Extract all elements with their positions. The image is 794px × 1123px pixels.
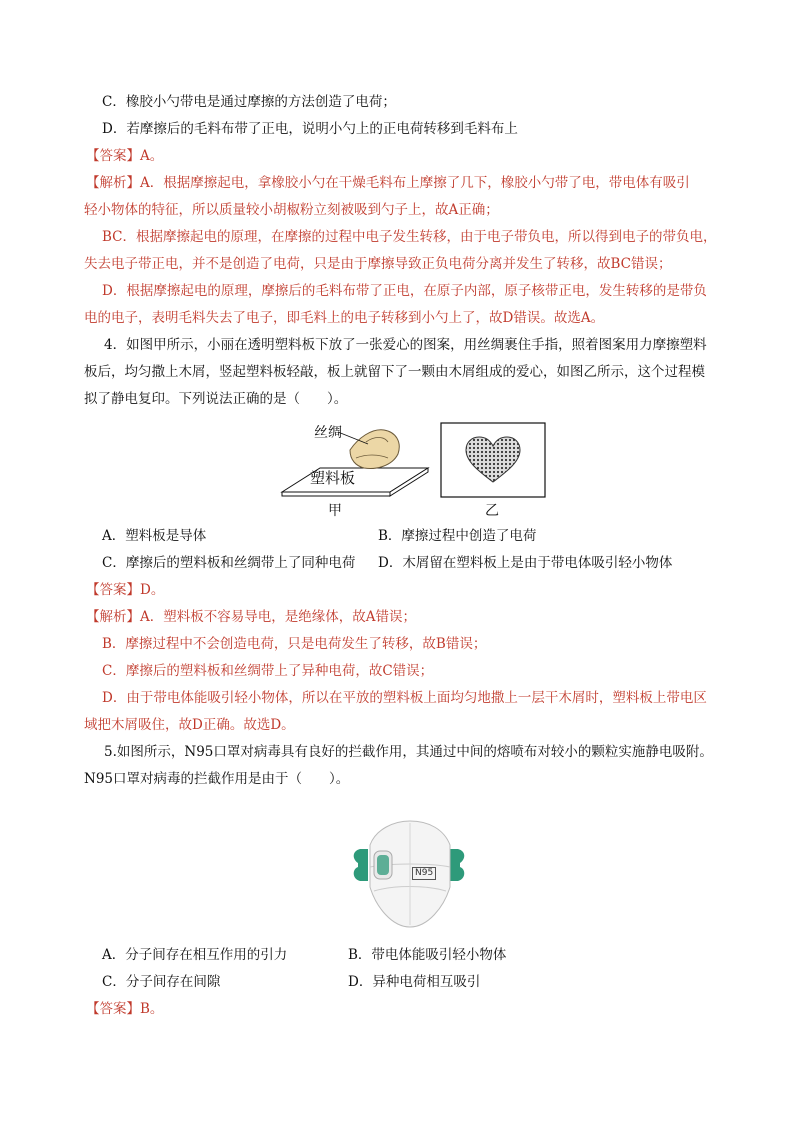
q3-analysis-3a: D．根据摩擦起电的原理，摩擦后的毛料布带了正电，在原子内部，原子核带正电，发生转移的是带负	[102, 283, 707, 299]
q3-analysis-2a: BC．根据摩擦起电的原理，在摩擦的过程中电子发生转移，由于电子带负电，所以得到电子的带负电，	[102, 229, 717, 245]
q3-answer: 【答案】A。	[86, 148, 164, 164]
q4-option-c: C．摩擦后的塑料板和丝绸带上了同种电荷	[102, 555, 356, 571]
q4-analysis-2: B．摩擦过程中不会创造电荷，只是电荷发生了转移，故B错误；	[102, 636, 487, 652]
q5-answer: 【答案】B。	[86, 1001, 164, 1017]
q3-analysis-1a: 【解析】A．根据摩擦起电，拿橡胶小勺在干燥毛料布上摩擦了几下，橡胶小勺带了电，带电体有吸引	[86, 175, 690, 191]
q4-analysis-3: C．摩擦后的塑料板和丝绸带上了异种电荷，故C错误；	[102, 663, 434, 679]
figure-jia	[280, 420, 430, 520]
q4-analysis-4a: D．由于带电体能吸引轻小物体，所以在平放的塑料板上面均匀地撒上一层干木屑时，塑料板上带电区	[102, 690, 707, 706]
label-plastic-plate: 塑料板	[310, 469, 356, 487]
q5-stem-2: N95口罩对病毒的拦截作用是由于（ ）。	[84, 771, 350, 787]
heart-plate-illustration	[440, 422, 546, 498]
q5-option-b: B．带电体能吸引轻小物体	[348, 947, 507, 963]
q5-option-c: C．分子间存在间隙	[102, 974, 221, 990]
mask-print: N95	[412, 867, 436, 880]
q4-answer: 【答案】D。	[86, 582, 165, 598]
label-silk: 丝绸	[314, 425, 342, 441]
caption-jia: 甲	[328, 503, 342, 519]
q4-analysis-1: 【解析】A．塑料板不容易导电，是绝缘体，故A错误；	[86, 609, 416, 625]
q3-option-d: D．若摩擦后的毛料布带了正电，说明小勺上的正电荷转移到毛料布上	[102, 121, 518, 137]
figure-yi	[440, 422, 546, 518]
q5-option-d: D．异种电荷相互吸引	[348, 974, 481, 990]
q3-analysis-1b: 轻小物体的特征，所以质量较小胡椒粉立刻被吸到勺子上，故A正确；	[84, 202, 499, 218]
caption-yi: 乙	[485, 503, 499, 519]
q4-option-d: D．木屑留在塑料板上是由于带电体吸引轻小物体	[378, 555, 673, 571]
q4-option-b: B．摩擦过程中创造了电荷	[378, 528, 537, 544]
n95-mask-illustration	[350, 815, 468, 933]
q4-stem-3: 拟了静电复印。下列说法正确的是（ ）。	[84, 391, 348, 407]
q4-stem-2: 板后，均匀撒上木屑，竖起塑料板轻敲，板上就留下了一颗由木屑组成的爱心，如图乙所示，这个过程模	[84, 364, 705, 380]
q3-option-c: C．橡胶小勺带电是通过摩擦的方法创造了电荷；	[102, 94, 396, 110]
q3-analysis-3b: 电的电子，表明毛料失去了电子，即毛料上的电子转移到小勺上了，故D错误。故选A。	[84, 310, 605, 326]
q4-option-a: A．塑料板是导体	[102, 528, 207, 544]
q4-stem-1: 4．如图甲所示，小丽在透明塑料板下放了一张爱心的图案，用丝绸裹住手指，照着图案用力摩擦塑料	[104, 337, 707, 353]
q3-analysis-2b: 失去电子带正电，并不是创造了电荷，只是由于摩擦导致正负电荷分离并发生了转移，故BC错误；	[84, 256, 672, 272]
figure-n95-mask	[350, 815, 468, 933]
q5-option-a: A．分子间存在相互作用的引力	[102, 947, 288, 963]
q5-stem-1: 5.如图所示，N95口罩对病毒具有良好的拦截作用，其通过中间的熔喷布对较小的颗粒实施静电吸附。	[104, 744, 713, 760]
q4-analysis-4b: 域把木屑吸住，故D正确。故选D。	[84, 717, 295, 733]
